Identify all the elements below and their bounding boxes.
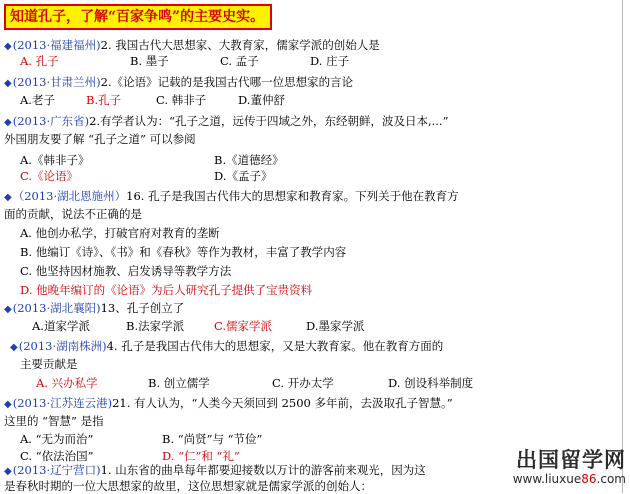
- option-b: B. 他编订《诗》、《书》和《春秋》等作为教材，丰富了教学内容: [20, 245, 347, 259]
- option-d: D.董仲舒: [238, 93, 285, 107]
- watermark-url: [476, 471, 626, 487]
- question-text: 16. 孔子是我国古代伟大的思想家和教育家。下列关于他在教育方: [126, 189, 459, 203]
- option-c: C. 韩非子: [156, 93, 207, 107]
- option-b: B. “尚贤”与 “节俭”: [162, 432, 263, 446]
- option-c: C. 孟子: [220, 54, 259, 68]
- diamond-bullet-icon: ◆: [4, 466, 12, 477]
- option-a-answer: A. 孔子: [20, 54, 59, 68]
- watermark-url-suffix: .com: [596, 472, 626, 486]
- question-text: 2. 我国古代大思想家、大教育家，儒家学派的创始人是: [100, 38, 380, 52]
- question-source: (2013·湖南株洲): [18, 339, 107, 353]
- question-8-text-cont: 是春秋时期的一位大思想家的故里，这位思想家就是儒家学派的创始人：: [4, 479, 372, 493]
- question-4-text-cont: 面的贡献，说法不正确的是: [4, 207, 142, 221]
- watermark-url-number: 86: [581, 472, 597, 486]
- option-a: A. “无为而治”: [20, 432, 94, 446]
- question-source: (2013·福建福州): [12, 38, 101, 52]
- option-b-answer: B.孔子: [86, 93, 122, 107]
- question-text: 21. 有人认为，“人类今天须回到 2500 多年前，去汲取孔子智慧。”: [112, 396, 453, 410]
- question-text: 2.有学者认为：“孔子之道，远传于四域之外，东经朝鲜，波及日本,...”: [89, 114, 449, 128]
- question-4: [4, 188, 459, 206]
- option-c-answer: C.儒家学派: [214, 319, 273, 333]
- question-source: (2013·甘肃兰州): [12, 75, 101, 89]
- option-a: A.《韩非子》: [20, 153, 90, 167]
- question-source: (2013·江苏连云港): [12, 396, 113, 410]
- option-d: D. 创设科举制度: [388, 376, 474, 390]
- question-source: (2013·辽宁营口): [12, 463, 101, 477]
- option-d: D. 庄子: [310, 54, 350, 68]
- option-d: D.《孟子》: [214, 169, 273, 183]
- option-b: B.法家学派: [126, 319, 185, 333]
- diamond-bullet-icon: ◆: [4, 41, 12, 52]
- option-b: B. 墨子: [130, 54, 169, 68]
- option-c: C. 他坚持因材施教、启发诱导等教学方法: [20, 264, 232, 278]
- diamond-bullet-icon: ◆: [4, 304, 12, 315]
- diamond-bullet-icon: ◆: [4, 399, 12, 410]
- watermark-url-prefix: www.liuxue: [512, 472, 582, 486]
- question-source: (2013·广东省): [12, 114, 90, 128]
- option-d-answer: D. “仁”和 “礼”: [162, 449, 240, 463]
- option-a: A.老子: [20, 93, 55, 107]
- diamond-bullet-icon: ◆: [4, 78, 12, 89]
- question-3-text-cont: 外国朋友要了解 “孔子之道” 可以参阅: [4, 132, 196, 146]
- option-c: C. “依法治国”: [20, 449, 94, 463]
- question-text: 2.《论语》记载的是我国古代哪一位思想家的言论: [100, 75, 354, 89]
- option-a-answer: A. 兴办私学: [36, 376, 98, 390]
- question-7: [4, 395, 453, 413]
- question-7-text-cont: 这里的 “智慧” 是指: [4, 414, 104, 428]
- option-b: B.《道德经》: [214, 153, 284, 167]
- question-source: (2013·湖北襄阳): [12, 301, 101, 315]
- page-edge-divider: [622, 0, 623, 493]
- option-a: A. 他创办私学，打破官府对教育的垄断: [20, 226, 220, 240]
- question-3: [4, 113, 448, 131]
- question-2: [4, 74, 353, 92]
- option-a: A.道家学派: [32, 319, 90, 333]
- option-c: C. 开办太学: [272, 376, 334, 390]
- topic-banner: 知道孔子，了解“百家争鸣”的主要史实。: [4, 4, 272, 30]
- option-d-answer: D. 他晚年编订的《论语》为后人研究孔子提供了宝贵资料: [20, 283, 313, 297]
- diamond-bullet-icon: ◆: [10, 342, 18, 353]
- question-text: 1. 山东省的曲阜每年都要迎接数以万计的游客前来观光，因为这: [100, 463, 426, 477]
- question-5: [4, 300, 184, 318]
- question-text: 13、孔子创立了: [100, 301, 185, 315]
- diamond-bullet-icon: ◆: [4, 192, 12, 203]
- option-c-answer: C.《论语》: [20, 169, 79, 183]
- site-watermark-logo: [476, 449, 626, 489]
- question-6: [10, 338, 443, 356]
- option-d: D.墨家学派: [306, 319, 365, 333]
- question-text: 4. 孔子是我国古代伟大的思想家，又是大教育家。他在教育方面的: [106, 339, 444, 353]
- question-source: （2013·湖北恩施州）: [12, 189, 127, 203]
- question-6-text-cont: 主要贡献是: [20, 357, 78, 371]
- diamond-bullet-icon: ◆: [4, 117, 12, 128]
- watermark-title: 出国留学网: [516, 448, 626, 472]
- option-b: B. 创立儒学: [148, 376, 210, 390]
